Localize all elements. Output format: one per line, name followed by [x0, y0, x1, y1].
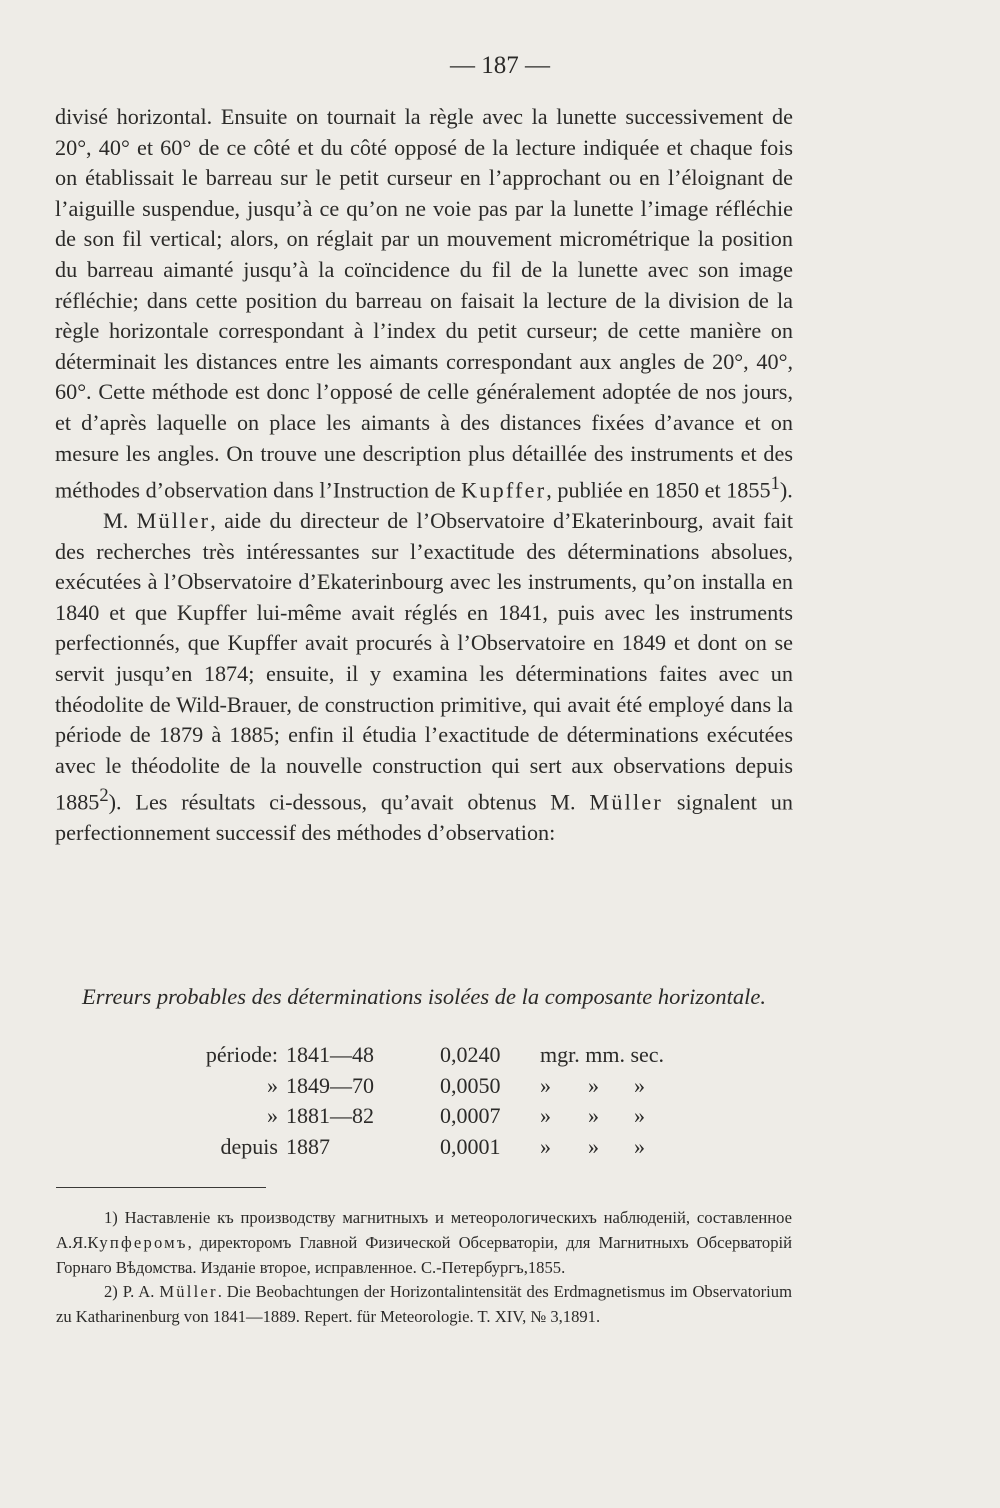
author-name-kupffer: Kupffer: [461, 477, 547, 503]
ditto-mark: »: [540, 1103, 551, 1129]
ditto-mark: »: [634, 1072, 645, 1098]
author-name-muller: Müller: [136, 508, 211, 534]
ditto-mark: »: [634, 1133, 645, 1159]
ditto-mark: »: [588, 1103, 599, 1129]
table-row: [0, 1071, 1000, 1102]
paragraph-1: [55, 102, 793, 506]
period-years: 1849—70: [286, 1072, 374, 1098]
text-run: , publiée en 1850 et 1855: [546, 477, 771, 503]
text-run: 2) P. A.: [104, 1282, 160, 1302]
text-run: M.: [103, 508, 137, 534]
error-value: 0,0240: [440, 1042, 501, 1067]
ditto-mark: »: [634, 1103, 645, 1129]
author-name-kupffer-ru: Купферомъ: [87, 1232, 188, 1252]
error-value: 0,0001: [440, 1133, 501, 1159]
text-run: signalent un perfectionnement successif des méthodes d’observation:: [55, 789, 793, 846]
footnote-rule: [56, 1187, 266, 1188]
ditto-mark: »: [540, 1072, 551, 1098]
error-value: 0,0050: [440, 1072, 501, 1098]
page-number: — 187 —: [450, 52, 550, 79]
footnote-1: [56, 1206, 792, 1280]
period-years: 1881—82: [286, 1103, 374, 1129]
ditto-mark: »: [588, 1072, 599, 1098]
table-row: [0, 1040, 1000, 1071]
text-run: 1) Наставленіе къ производству магнитныхъ и метеорологическихъ наблюденій, составленное А.Я.: [56, 1208, 792, 1252]
period-label: période:: [205, 1042, 278, 1067]
period-label: »: [267, 1072, 278, 1098]
text-run: ). Les résultats ci-dessous, qu’avait obtenus M.: [108, 789, 590, 815]
text-run: , директоромъ Главной Физической Обсерваторіи, для Магнитныхъ Обсерваторій Горнаго Вѣдомства. Изданіе второе, исправленное. С.-Петербургъ,1855.: [56, 1232, 792, 1277]
text-run: divisé horizontal. Ensuite on tournait la règle avec la lunette successivement de 20°, 40° et 60° de ce côté et du côté opposé de la lecture indiquée et chaque fois on établissait le barreau sur le petit curseur en l’approchant ou en l’éloignant de l’aiguille suspendue, jusqu’à ce qu’on ne voie pas par la lunette l’image réfléchie de son fil vertical; alors, on réglait par un mouvement micrométrique la position du barreau aimanté jusqu’à la coïncidence du fil de la lunette avec son image réfléchie; dans cette position du barreau on faisait la lecture de la division de la règle horizontale correspondant à l’index du petit curseur; de cette manière on déterminait les distances entre les aimants correspondant aux angles de 20°, 40°, 60°. Cette méthode est donc l’opposé de celle généralement adoptée de nos jours, et d’après laquelle on place les aimants à des distances fixées d’avance et on mesure les angles. On trouve une description plus détaillée des instruments et des méthodes d’observation dans l’Instruction de: [55, 104, 793, 503]
unit-label: mgr. mm. sec.: [540, 1042, 665, 1067]
body-text: [55, 102, 793, 849]
period-years: 1841—48: [286, 1042, 374, 1067]
footnote-ref-2: 2: [99, 786, 109, 807]
error-table: [0, 1040, 1000, 1162]
table-row: [0, 1132, 1000, 1163]
period-label: depuis: [220, 1133, 278, 1159]
ditto-mark: »: [540, 1133, 551, 1159]
footnotes: [56, 1206, 792, 1330]
table-caption: Erreurs probables des déterminations isolées de la composante horizontale.: [82, 984, 766, 1009]
table-row: [0, 1101, 1000, 1132]
footnote-ref-1: 1: [770, 474, 780, 495]
period-years: 1887: [286, 1133, 330, 1159]
author-name-muller: Müller: [159, 1282, 218, 1302]
paragraph-2: [55, 506, 793, 849]
text-run: , aide du directeur de l’Observatoire d’Ekaterinbourg, avait fait des recherches très intéressantes sur l’exactitude des déterminations absolues, exécutées à l’Observatoire d’Ekaterinbourg avec les instruments, qu’on installa en 1840 et que Kupffer lui-même avait réglés en 1841, puis avec les instruments perfectionnés, que Kupffer avait procurés à l’Observatoire en 1849 et dont on se servit jusqu’en 1874; ensuite, il y examina les déterminations faites avec un théodolite de Wild-Brauer, de construction primitive, qui avait été employé dans la période de 1879 à 1885; enfin il étudia l’exactitude de déterminations exécutées avec le théodolite de la nouvelle construction qui sert aux observations depuis 1885: [55, 508, 793, 815]
author-name-muller: Müller: [589, 789, 664, 815]
period-label: »: [267, 1103, 278, 1129]
text-run: . Die Beobachtungen der Horizontalintensität des Erdmagnetismus im Observatorium zu Katharinenburg von 1841—1889. Repert. für Meteorologie. T. XIV, № 3,1891.: [56, 1282, 792, 1327]
footnote-2: [56, 1280, 792, 1330]
error-value: 0,0007: [440, 1103, 501, 1129]
ditto-mark: »: [588, 1133, 599, 1159]
text-run: ).: [779, 477, 793, 503]
